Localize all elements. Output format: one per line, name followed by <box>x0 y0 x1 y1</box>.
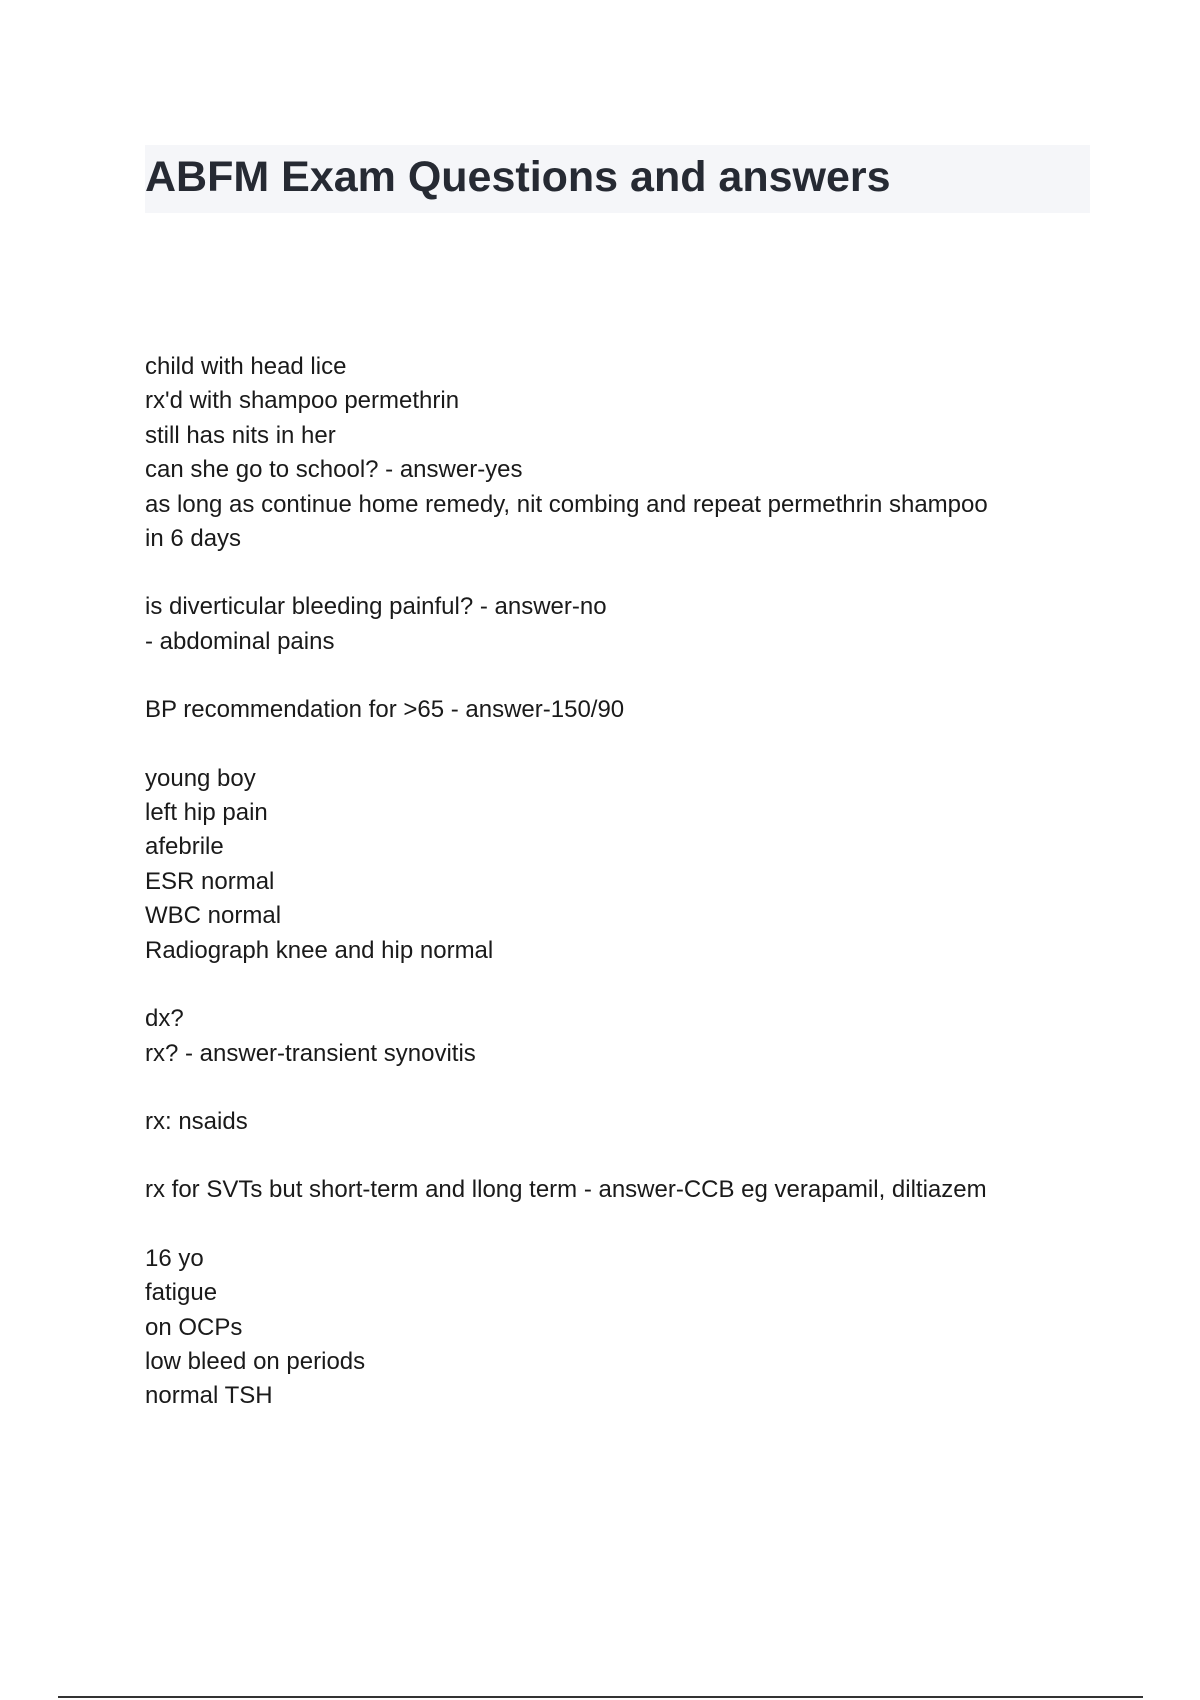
qa-line: on OCPs <box>145 1313 243 1341</box>
qa-line: is diverticular bleeding painful? - answer-no <box>145 593 607 621</box>
qa-line: 16 yo <box>145 1244 204 1272</box>
qa-line: rx: nsaids <box>145 1107 248 1135</box>
qa-line: as long as continue home remedy, nit combing and repeat permethrin shampoo <box>145 490 988 518</box>
qa-item <box>145 762 1090 968</box>
qa-content <box>145 350 1090 1448</box>
qa-item <box>145 1105 1090 1139</box>
footer-rule <box>58 1696 1143 1698</box>
qa-line: still has nits in her <box>145 421 336 449</box>
qa-item <box>145 1002 1090 1071</box>
title-banner <box>145 145 1090 213</box>
qa-line: rx'd with shampoo permethrin <box>145 387 460 415</box>
qa-line: fatigue <box>145 1279 218 1307</box>
qa-line: ESR normal <box>145 867 275 895</box>
qa-line: rx for SVTs but short-term and llong term - answer-CCB eg verapamil, diltiazem <box>145 1176 987 1204</box>
qa-line: - abdominal pains <box>145 627 335 655</box>
qa-item <box>145 1242 1090 1414</box>
qa-line: WBC normal <box>145 902 282 930</box>
qa-item <box>145 590 1090 659</box>
qa-line: normal TSH <box>145 1382 273 1410</box>
qa-line: BP recommendation for >65 - answer-150/90 <box>145 696 625 724</box>
qa-line: afebrile <box>145 833 224 861</box>
qa-line: young boy <box>145 764 256 792</box>
qa-line: rx? - answer-transient synovitis <box>145 1039 476 1067</box>
qa-item <box>145 693 1090 727</box>
qa-line: left hip pain <box>145 799 268 827</box>
qa-line: low bleed on periods <box>145 1347 366 1375</box>
qa-line: dx? <box>145 1005 184 1033</box>
qa-line: in 6 days <box>145 525 242 553</box>
page-title: ABFM Exam Questions and answers <box>145 153 891 201</box>
qa-line: child with head lice <box>145 353 347 380</box>
qa-item <box>145 1173 1090 1207</box>
qa-line: can she go to school? - answer-yes <box>145 456 523 484</box>
qa-line: Radiograph knee and hip normal <box>145 936 494 964</box>
qa-item <box>145 350 1090 556</box>
